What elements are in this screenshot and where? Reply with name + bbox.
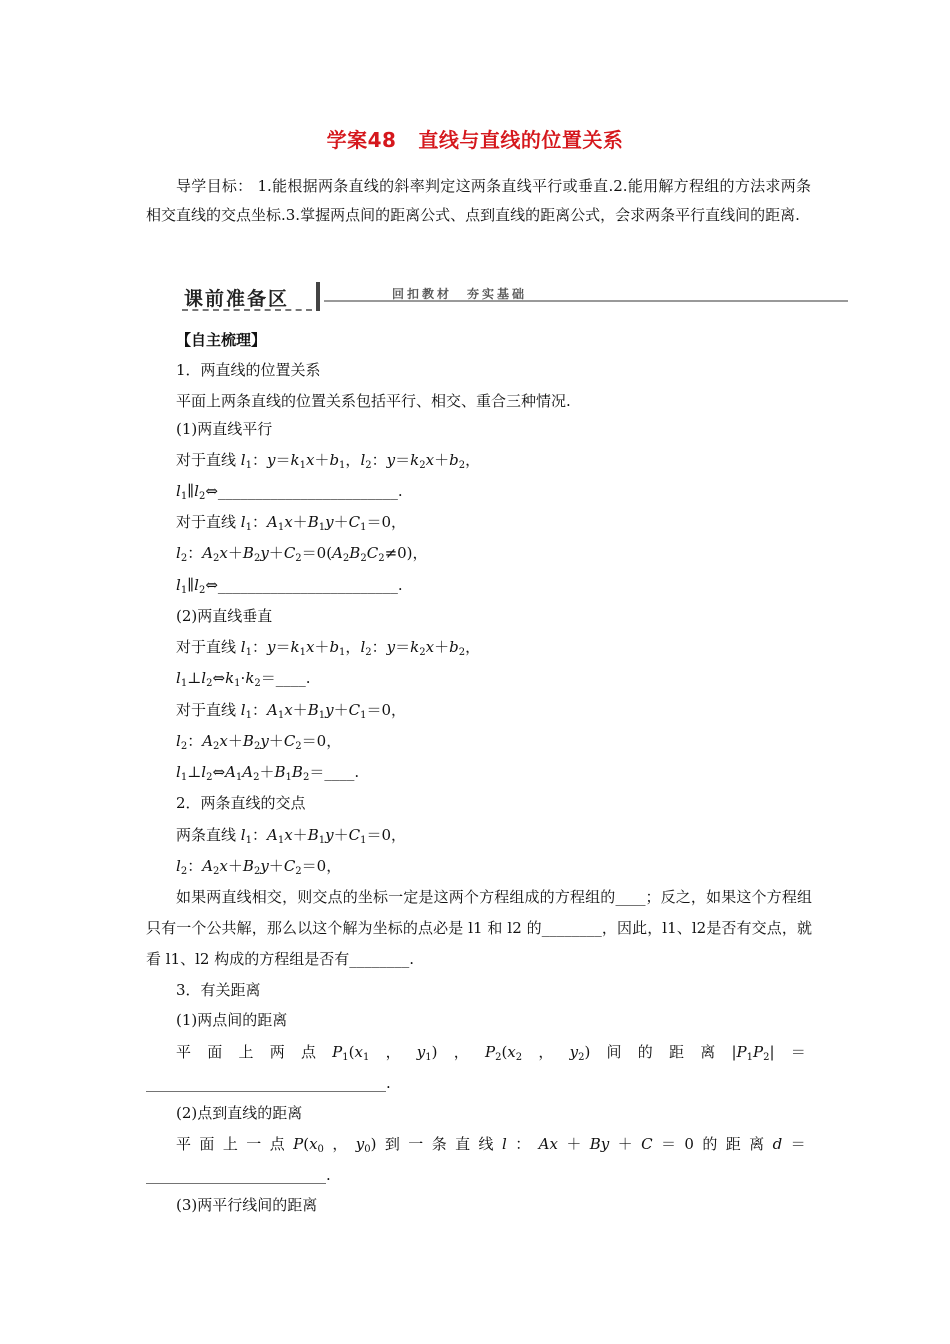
banner-divider (316, 282, 320, 311)
title-text: 直线与直线的位置关系 (418, 128, 624, 152)
formula-line: 平 面 上 两 点 $P_1(x_1$ ， $y_1$) ， $P_2(x_2$ ， $y_2$) 间 的 距 离 $|P_1P_2|$ ＝ (176, 1043, 806, 1063)
s3-heading: 3．有关距离 (176, 981, 261, 999)
title-number: 48 (367, 128, 397, 152)
title-label: 学案 (326, 128, 368, 152)
learning-objectives: 导学目标： 1.能根据两条直线的斜率判定这两条直线平行或垂直.2.能用解方程组的方法求两条相交直线的交点坐标.3.掌握两点间的距离公式、点到直线的距离公式，会求两条平行直线间的距离. (146, 177, 811, 224)
formula-line: ________________________________. (146, 1074, 391, 1092)
formula-line: $l_1\perp l_2\Leftrightarrow A_1A_2+B_1B_2=\_\_\_\_$. (176, 763, 360, 783)
s3-3-heading: (3)两平行线间的距离 (176, 1196, 318, 1214)
formula-line: 对于直线 $l_1$：$A_1x+B_1y+C_1=0$， (176, 701, 406, 721)
banner-subtitle: 回扣教材 夯实基础 (392, 287, 528, 301)
s2-heading: 2．两条直线的交点 (176, 794, 306, 812)
s3-1-heading: (1)两点间的距离 (176, 1011, 288, 1029)
formula-line: $l_1\perp l_2\Leftrightarrow k_1\cdot k_2=\_\_\_\_$. (176, 669, 311, 689)
formula-line: $l_2$：$A_2x+B_2y+C_2=0$， (176, 732, 342, 752)
banner-underline (182, 309, 312, 311)
formula-line: $l_2$：$A_2x+B_2y+C_2=0(A_2B_2C_2\ne 0)$， (176, 544, 428, 564)
s1-desc: 平面上两条直线的位置关系包括平行、相交、重合三种情况. (176, 392, 571, 410)
formula-line: 平 面 上 一 点 $P(x_0$ ， $y_0$) 到 一 条 直 线 l ： Ax ＋ By ＋ C ＝ 0 的 距 离 d ＝ (176, 1135, 806, 1155)
page-title (0, 124, 950, 153)
formula-line: 两条直线 $l_1$：$A_1x+B_1y+C_1=0$， (176, 826, 406, 846)
s1-2-heading: (2)两直线垂直 (176, 607, 273, 625)
s3-2-heading: (2)点到直线的距离 (176, 1104, 303, 1122)
s1-heading: 1．两直线的位置关系 (176, 361, 321, 379)
section-banner (182, 282, 848, 314)
formula-line: 对于直线 $l_1$：$y=k_1x+b_1$，$l_2$：$y=k_2x+b_2$， (176, 451, 481, 471)
formula-line: ________________________. (146, 1166, 331, 1184)
formula-line: $l_1\parallel l_2\Leftrightarrow\_\_\_\_\_\_\_\_\_\_\_\_\_\_\_\_\_\_\_\_\_\_\_\_$. (176, 482, 403, 502)
s1-1-heading: (1)两直线平行 (176, 420, 273, 438)
formula-line: $l_1\parallel l_2\Leftrightarrow\_\_\_\_\_\_\_\_\_\_\_\_\_\_\_\_\_\_\_\_\_\_\_\_$. (176, 576, 403, 596)
formula-line: $l_2$：$A_2x+B_2y+C_2=0$， (176, 857, 342, 877)
section-header: 【自主梳理】 (176, 331, 267, 349)
s2-paragraph: 如果两直线相交，则交点的坐标一定是这两个方程组成的方程组的____；反之，如果这个方程组只有一个公共解，那么以这个解为坐标的点必是 l1 和 l2 的________，因此，l1、l2是否有交点，就看 l1、l2 构成的方程组是否有________. (146, 888, 812, 968)
formula-line: 对于直线 $l_1$：$A_1x+B_1y+C_1=0$， (176, 513, 406, 533)
formula-line: 对于直线 $l_1$：$y=k_1x+b_1$，$l_2$：$y=k_2x+b_2$， (176, 638, 481, 658)
banner-title: 课前准备区 (184, 288, 290, 310)
